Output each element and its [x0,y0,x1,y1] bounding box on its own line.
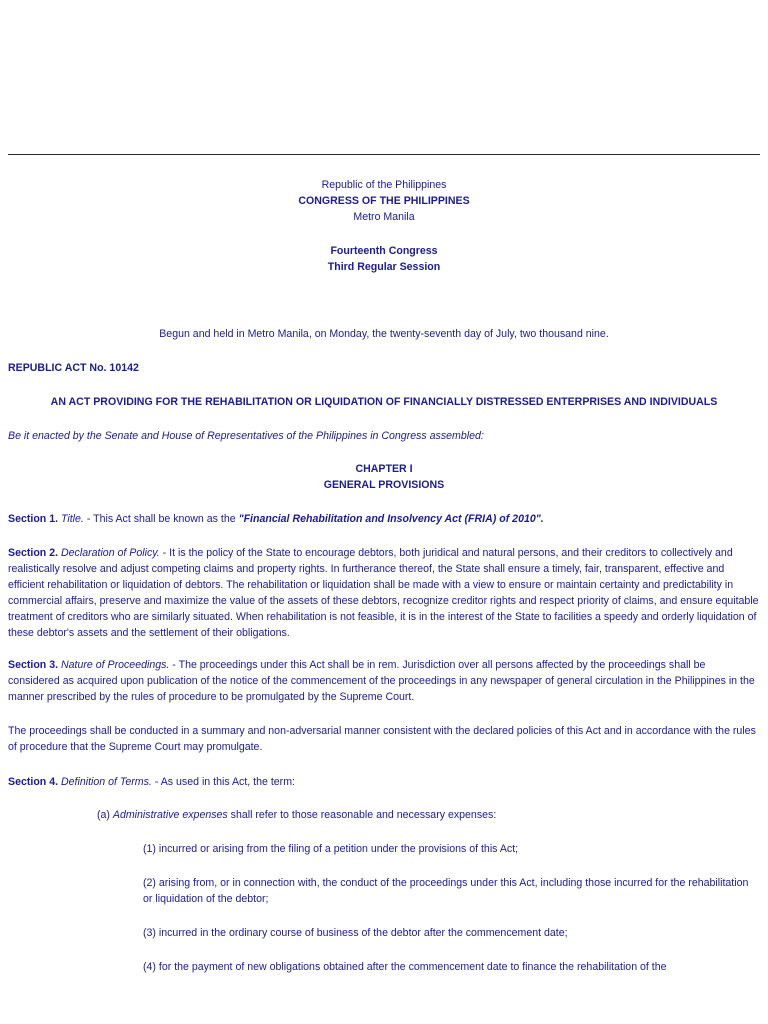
definition-a-item-4: (4) for the payment of new obligations obtained after the commencement date to finance the rehabilitation of the [143,961,667,973]
section-3-text: The proceedings under this Act shall be in rem. Jurisdiction over all persons affected by the proceedings shall be considered as acquired upon publication of the notice of the commencement of the proceedings in any newspaper of general circulation in the Philippines in the manner prescribed by the rules of procedure to be promulgated by the Supreme Court. [8,659,755,703]
section-4 [8,774,760,790]
section-2 [8,545,760,641]
section-1-short-title: "Financial Rehabilitation and Insolvency Act (FRIA) of 2010". [238,513,544,525]
section-1-label: Section 1. [8,513,59,525]
section-2-label: Section 2. [8,547,59,559]
section-4-text: As used in this Act, the term: [160,776,295,788]
section-3-dash: - [169,659,179,671]
act-title: AN ACT PROVIDING FOR THE REHABILITATION OR LIQUIDATION OF FINANCIALLY DISTRESSED ENTERPRISES AND INDIVIDUALS [50,396,718,408]
definition-a-term: Administrative expenses [112,809,228,821]
definition-a-text: shall refer to those reasonable and necessary expenses: [227,809,497,821]
section-2-text: It is the policy of the State to encourage debtors, both juridical and natural persons, and their creditors to collectively and realistically resolve and adjust competing claims and property rights. In furtherance thereof, the State shall ensure a timely, fair, transparent, effective and efficient rehabilitation or liquidation of debtors. The rehabilitation or liquidation shall be made with a view to ensure or maintain certainty and predictability in commercial affairs, preserve and maximize the value of the assets of these debtors, recognize creditor rights and respect priority of claims, and ensure equitable treatment of creditors who are similarly situated. When rehabilitation is not feasible, it is in the interest of the State to facilities a speedy and orderly liquidation of these debtor's assets and the settlement of their obligations. [8,547,759,639]
section-4-label: Section 4. [8,776,59,788]
section-3-label: Section 3. [8,659,59,671]
section-3-paragraph-2: The proceedings shall be conducted in a summary and non-adversarial manner consistent with the declared policies of this Act and in accordance with the rules of procedure that the Supreme Court may promulgate. [8,725,756,753]
session-block [8,243,760,275]
location-line: Metro Manila [353,211,415,223]
session-name: Third Regular Session [327,261,441,273]
act-number: REPUBLIC ACT No. 10142 [8,362,139,374]
section-1-heading: Title. [61,513,84,525]
section-2-dash: - [159,547,170,559]
definition-a-item-3: (3) incurred in the ordinary course of business of the debtor after the commencement date; [143,927,568,939]
section-1-dash: - [83,513,94,525]
section-4-dash: - [151,776,161,788]
section-3-heading: Nature of Proceedings. [61,659,170,671]
congress-number: Fourteenth Congress [330,245,438,257]
chapter-heading [8,461,760,493]
section-1 [8,511,760,527]
section-2-heading: Declaration of Policy. [61,547,160,559]
enacting-clause: Be it enacted by the Senate and House of Representatives of the Philippines in Congress assembled: [8,430,484,442]
definition-a-label: (a) [97,809,113,821]
begun-line: Begun and held in Metro Manila, on Monday, the twenty-seventh day of July, two thousand nine. [159,328,609,340]
top-divider [8,154,760,155]
section-4-heading: Definition of Terms. [61,776,152,788]
chapter-title: GENERAL PROVISIONS [323,479,445,491]
header-block [8,177,760,225]
congress-line: CONGRESS OF THE PHILIPPINES [298,195,470,207]
republic-line: Republic of the Philippines [321,179,447,191]
definition-a [97,807,760,823]
section-1-text: This Act shall be known as the [93,513,239,525]
section-3 [8,657,760,705]
definition-a-item-1: (1) incurred or arising from the filing of a petition under the provisions of this Act; [143,843,519,855]
definition-a-item-2: (2) arising from, or in connection with, the conduct of the proceedings under this Act, including those incurred for the rehabilitation or liquidation of the debtor; [143,877,749,905]
chapter-number: CHAPTER I [355,463,413,475]
